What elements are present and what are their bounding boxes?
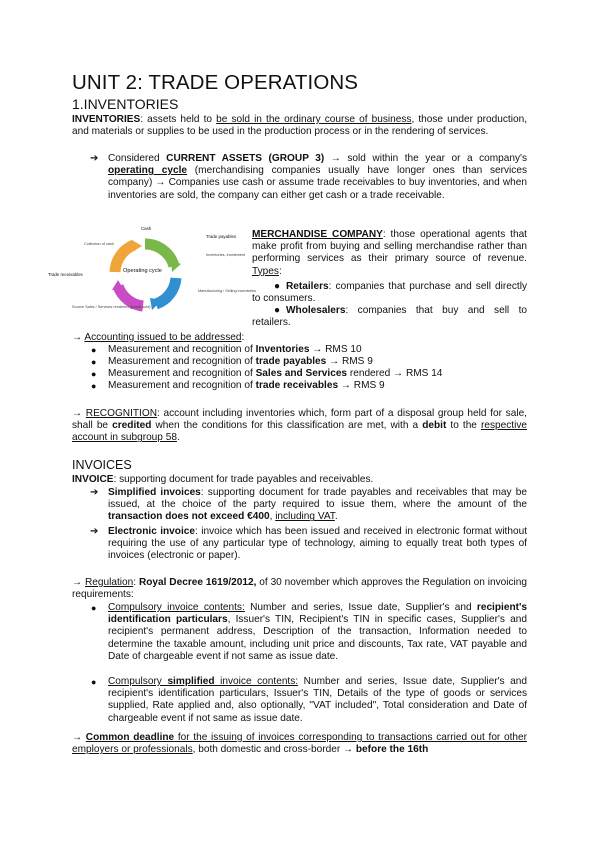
invoice-definition: INVOICE: supporting document for trade payables and receivables. [72, 474, 374, 485]
page-title: UNIT 2: TRADE OPERATIONS [72, 71, 359, 94]
section-heading-invoices: INVOICES [72, 458, 132, 472]
list-item: Measurement and recognition of Inventories → RMS 10 [108, 344, 362, 355]
diagram-center-label: Operating cycle [123, 268, 162, 274]
arrow-bullet-icon: ➔ [90, 487, 99, 498]
list-item: Measurement and recognition of trade payables → RMS 9 [108, 356, 373, 367]
diagram-label-payables: Trade payables [206, 234, 237, 239]
bullet-dot-icon: ● [91, 381, 97, 391]
compulsory-contents-item: Compulsory invoice contents: Number and series, Issue date, Supplier's and recipient's identification particulars, Issuer's TIN, Recipient's TIN in specific cases, Supplier's and recipient's permanent address, Description of the transaction, Information needed to determine the taxable amount, including unit price and discounts, Tax rate, VAT payable and Date of chargeable event if not same as issue date. [108, 602, 527, 662]
merchandise-company-paragraph: MERCHANDISE COMPANY: those operational agents that make profit from buying and selling merchandise rather than performing services as their primary source of revenue. Types: [252, 229, 527, 277]
diagram-label-receivables: Trade receivables [48, 272, 83, 277]
compulsory-simplified-contents-item: Compulsory simplified invoice contents: Number and series, Issue date, Supplier's and recipient's identification particulars, Issuer's TIN, Details of the type of goods or services supplied, Rate applied and, also optionally, "VAT included", Total consideration and Date of chargeable event if not same as issue date. [108, 676, 527, 724]
wholesalers-item: Wholesalers: companies that buy and sell to retailers. [252, 305, 527, 329]
diagram-label-manufacturing: Manufacturing / Selling inventories [198, 289, 257, 293]
operating-cycle-diagram [48, 220, 257, 332]
electronic-invoice-item: Electronic invoice: invoice which has been issued and received in electronic format without requiring the use of any particular type of technology, aiming to equally treat both types of invoices (electronic or paper). [108, 526, 528, 562]
current-assets-paragraph: Considered CURRENT ASSETS (GROUP 3) → sold within the year or a company's operating cycle (merchandising companies usually have longer ones than services company) → Companies use cash or assume trade receivables to buy inventories, and when inventories are sold, the company can either get cash or a trade receivable. [108, 153, 528, 201]
list-item: Measurement and recognition of Sales and Services rendered → RMS 14 [108, 368, 443, 379]
diagram-label-sales: Source Sales / Services rendered (goods sold) [72, 305, 151, 309]
regulation-paragraph: → Regulation: Royal Decree 1619/2012, of 30 november which approves the Regulation on invoicing requirements: [72, 577, 527, 601]
inventories-term: INVENTORIES [72, 114, 141, 125]
bullet-dot-icon: ● [274, 281, 281, 292]
retailers-item: Retailers: companies that purchase and sell directly to consumers. [252, 281, 527, 305]
bullet-dot-icon: ● [91, 369, 97, 379]
inventories-definition: INVENTORIES: assets held to be sold in the ordinary course of business, those under production, and materials or supplies to be used in the production process or in the rendering of services. [72, 114, 527, 138]
bullet-dot-icon: ● [91, 677, 97, 687]
diagram-label-collection: Collection of cash [84, 242, 114, 246]
diagram-label-cash: Cash [141, 226, 152, 231]
bullet-dot-icon: ● [91, 345, 97, 355]
list-item: Measurement and recognition of trade receivables → RMS 9 [108, 380, 385, 391]
diagram-label-investment: Inventories, investment [206, 253, 246, 257]
bullet-dot-icon: ● [91, 357, 97, 367]
recognition-paragraph: → RECOGNITION: account including inventories which, form part of a disposal group held for sale, shall be credited when the conditions for this classification are met, with a debit to the respective account in subgroup 58. [72, 408, 527, 444]
bullet-dot-icon: ● [91, 603, 97, 613]
arrow-bullet-icon: ➔ [90, 526, 99, 537]
bullet-dot-icon: ● [274, 305, 281, 316]
cycle-arc-green [145, 244, 174, 266]
section-heading-inventories: 1.INVENTORIES [72, 96, 179, 112]
accounting-heading: → Accounting issued to be addressed: [72, 332, 245, 343]
arrow-bullet-icon: ➔ [90, 153, 99, 164]
simplified-invoices-item: Simplified invoices: supporting document for trade payables and receivables that may be issued, at the choice of the party required to issue them, where the amount of the transaction does not exceed €400, including VAT. [108, 487, 527, 523]
deadline-paragraph: → Common deadline for the issuing of invoices corresponding to transactions carried out for other employers or professionals, both domestic and cross-border → before the 16th [72, 732, 527, 756]
